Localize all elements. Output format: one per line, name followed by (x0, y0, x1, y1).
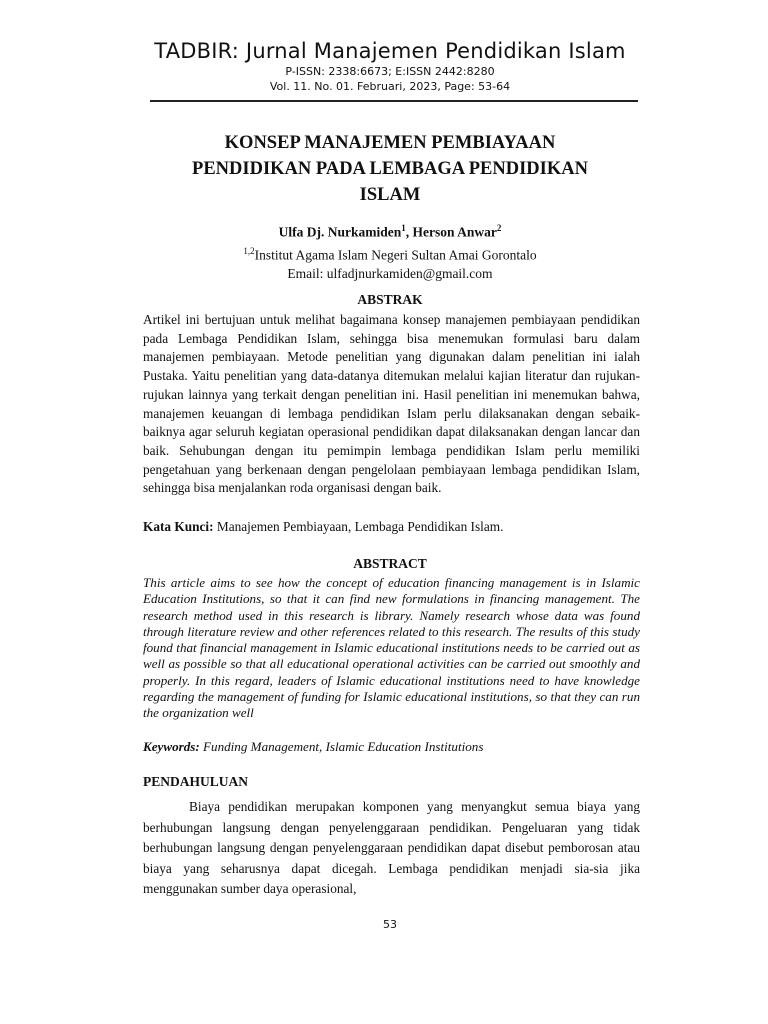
keywords (143, 738, 640, 755)
journal-issn: P-ISSN: 2338:6673; E:ISSN 2442:8280 (285, 65, 495, 78)
kata-kunci-text: Manajemen Pembiayaan, Lembaga Pendidikan Islam. (213, 519, 504, 534)
affiliation (140, 242, 640, 265)
abstrak-heading: ABSTRAK (357, 292, 423, 307)
header-divider (150, 100, 638, 102)
author-block (140, 219, 640, 283)
affiliation-sup: 1,2 (243, 245, 255, 256)
author-names (140, 219, 640, 242)
article-title-line-3: ISLAM (359, 185, 421, 205)
journal-header (140, 38, 640, 94)
article-title (140, 130, 640, 208)
abstrak-body: Artikel ini bertujuan untuk melihat bagaimana konsep manajemen pembiayaan pendidikan pada Lembaga Pendidikan Islam, sehingga bisa menemukan formulasi baru dalam manajemen pembiayaan. Metode penelitian yang digunakan dalam penelitian ini ialah Pustaka. Yaitu penelitian yang data-datanya ditemukan melalui kajian literatur dan rujukan-rujukan lainnya yang terkait dengan penelitian ini. Hasil penelitian ini menemukan bahwa, manajemen keuangan di lembaga pendidikan Islam perlu dilaksanakan dengan sebaik-baiknya agar seluruh kegiatan operasional pendidikan dapat dilaksanakan dengan lancar dan baik. Sehubungan dengan itu pemimpin lembaga pendidikan Islam perlu memiliki pengetahuan yang berkenaan dengan pengelolaan pembiayaan lembaga pendidikan Islam, sehingga bisa menjalankan roda organisasi dengan baik. (143, 312, 640, 496)
intro-body: Biaya pendidikan merupakan komponen yang menyangkut semua biaya yang berhubungan langsung dengan penyelenggaraan pendidikan. Pengeluaran yang tidak berhubungan langsung dengan penyelenggaraan pendidikan dapat disebut pemborosan atau biaya yang seharusnya dapat dicegah. Lembaga pendidikan menjadi sia-sia jika menggunakan sumber daya operasional, (143, 799, 640, 897)
abstract-body: This article aims to see how the concept of education financing management is in Islamic Education Institutions, so that it can find new formulations in financing management. The research method used in this research is library. Namely research whose data was found through literature review and other references related to this research. The results of this study found that financial management in Islamic educational institutions needs to be carried out as well as possible so that all educational operational activities can be carried out smoothly and properly. In this regard, leaders of Islamic educational institutions need to have knowledge regarding the management of funding for Islamic educational institutions, so that they can run the organization well (143, 575, 640, 721)
author-2-sup: 2 (496, 223, 502, 233)
kata-kunci-label: Kata Kunci: (143, 519, 214, 534)
keywords-text: Funding Management, Islamic Education Institutions (199, 739, 484, 754)
author-1: Ulfa Dj. Nurkamiden (278, 224, 402, 240)
article-title-line-2: PENDIDIKAN PADA LEMBAGA PENDIDIKAN (192, 159, 588, 179)
author-2: Herson Anwar (412, 224, 497, 240)
author-1-sup: 1 (401, 223, 406, 233)
kata-kunci (143, 518, 640, 536)
journal-title: TADBIR: Jurnal Manajemen Pendidikan Islam (154, 39, 626, 63)
intro-heading: PENDAHULUAN (143, 774, 249, 789)
affiliation-text: Institut Agama Islam Negeri Sultan Amai Gorontalo (254, 247, 537, 262)
article-title-line-1: KONSEP MANAJEMEN PEMBIAYAAN (224, 133, 556, 153)
page-number: 53 (383, 918, 397, 931)
keywords-label: Keywords: (143, 739, 200, 754)
author-separator: , (405, 224, 413, 240)
journal-volume: Vol. 11. No. 01. Februari, 2023, Page: 53-64 (269, 80, 511, 93)
author-email: Email: ulfadjnurkamiden@gmail.com (287, 266, 493, 281)
abstract-heading: ABSTRACT (353, 556, 427, 571)
